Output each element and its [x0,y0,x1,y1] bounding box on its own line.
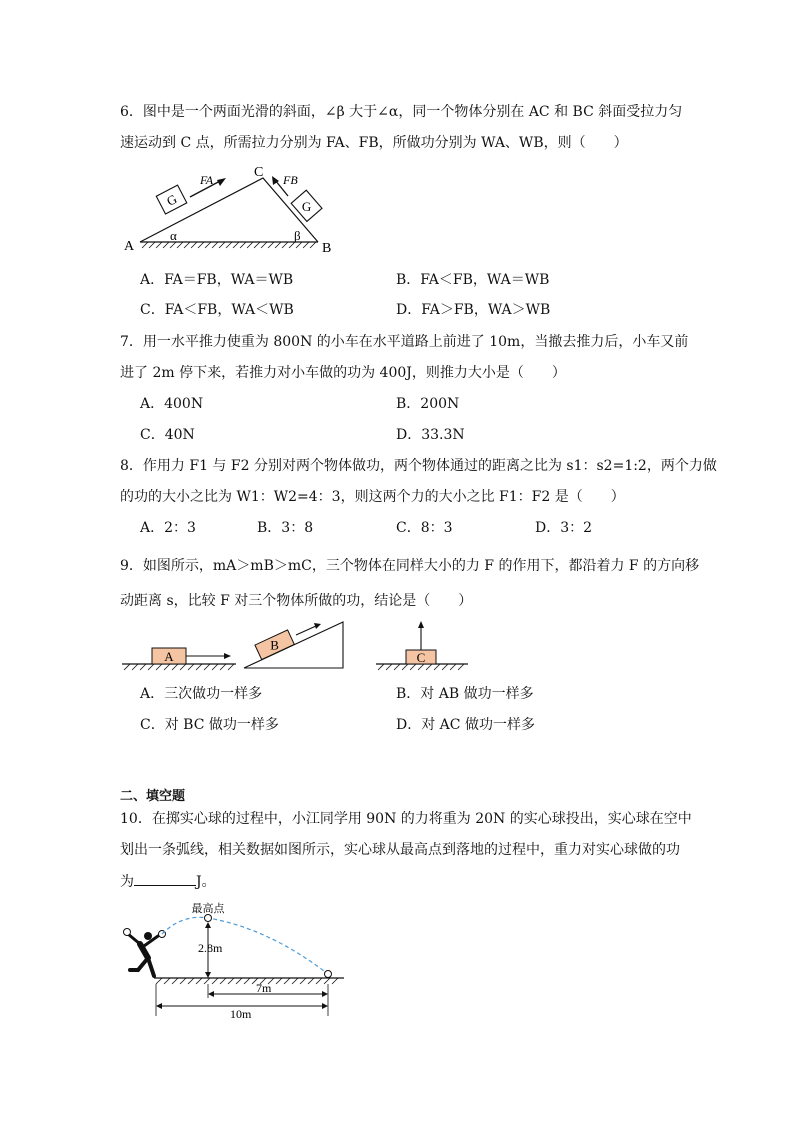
q7-line2: 进了 2m 停下来，若推力对小车做的功为 400J，则推力大小是（ ） [120,365,566,381]
arrowhead-icon [205,972,211,978]
arrowhead-icon [418,621,424,628]
label-a: A [164,649,174,664]
q9-option-d: D．对 AC 做功一样多 [396,717,535,733]
label-10m: 10m [230,1007,252,1021]
q10-line3-suffix: J。 [196,874,216,890]
q9-line1: 9．如图所示，mA＞mB＞mC，三个物体在同样大小的力 F 的作用下，都沿着力 F 的方向移 [120,558,700,574]
q9-option-c: C．对 BC 做功一样多 [140,717,279,733]
label-c: C [416,650,426,665]
fig-block-c [376,621,468,670]
q8-option-a: A．2：3 [140,520,196,536]
q7-option-c: C．40N [140,427,195,443]
svg-text:G: G [164,191,180,209]
answer-blank[interactable] [134,871,196,886]
q10-line3-prefix: 为 [120,874,134,890]
angle-alpha: α [170,228,177,243]
q10-line1: 10．在掷实心球的过程中，小江同学用 90N 的力将重为 20N 的实心球投出，实心球在空中 [120,811,692,827]
label-height: 2.8m [198,941,223,955]
q10-throw-figure [118,898,358,1022]
arrowhead-icon [217,178,226,186]
arrowhead-icon [224,653,231,659]
q9-line2: 动距离 s，比较 F 对三个物体所做的功，结论是（ ） [120,593,473,609]
label-fb: FB [283,173,298,187]
q6-line1: 6．图中是一个两面光滑的斜面，∠β 大于∠α，同一个物体分别在 AC 和 BC 斜面受拉力匀 [120,104,683,120]
q6-line2: 速运动到 C 点，所需拉力分别为 FA、FB，所做功分别为 WA、WB，则（ ） [120,135,628,151]
q6-option-c: C．FA＜FB，WA＜WB [140,302,294,318]
svg-text:G: G [301,198,312,214]
q10-line3 [120,871,216,892]
q8-line1: 8．作用力 F1 与 F2 分别对两个物体做功，两个物体通过的距离之比为 s1：s2=1:2，两个力做 [120,458,717,474]
label-b: B [322,241,332,256]
q6-option-a: A．FA＝FB，WA＝WB [140,272,294,288]
q6-option-b: B．FA＜FB，WA＝WB [396,272,550,288]
q9-option-a: A．三次做功一样多 [140,686,263,702]
q10-line2: 划出一条弧线，相关数据如图所示，实心球从最高点到落地的过程中，重力对实心球做的功 [120,842,680,858]
q6-incline-figure [118,160,348,260]
force-arrow [296,626,316,635]
label-7m: 7m [256,981,272,995]
q6-option-d: D．FA＞FB，WA＞WB [396,302,551,318]
q7-option-d: D．33.3N [396,427,465,443]
label-fa: FA [200,173,214,187]
q7-line1: 7．用一水平推力使重为 800N 的小车在水平道路上前进了 10m，当撤去推力后，小车又前 [120,334,689,350]
angle-beta: β [294,228,301,243]
label-a: A [124,239,135,254]
label-b: B [270,637,279,653]
label-c: C [254,165,264,180]
q8-line2: 的功的大小之比为 W1：W2=4：3，则这两个力的大小之比 F1：F2 是（ ） [120,489,625,505]
ground-hatch [156,978,338,984]
ball-start [124,929,131,936]
section-title: 二、填空题 [120,789,186,804]
q7-option-b: B．200N [396,396,460,412]
q8-option-d: D．3：2 [535,520,593,536]
q8-option-c: C．8：3 [396,520,453,536]
q9-three-blocks-figure [118,618,478,674]
thrower-icon [128,932,158,976]
arrowhead-icon [314,623,321,629]
arrowhead-icon [205,922,211,928]
ball-landing [325,971,332,978]
fig-block-b [244,622,343,668]
fig-block-a [122,648,236,670]
q7-option-a: A．400N [140,396,204,412]
block-g-left [156,185,187,214]
label-highest-point: 最高点 [191,903,225,915]
q9-option-b: B．对 AB 做功一样多 [396,686,534,702]
q8-option-b: B．3：8 [257,520,314,536]
ground-hatch [142,242,316,248]
trajectory-arc [162,917,328,974]
ball-top [205,915,212,922]
